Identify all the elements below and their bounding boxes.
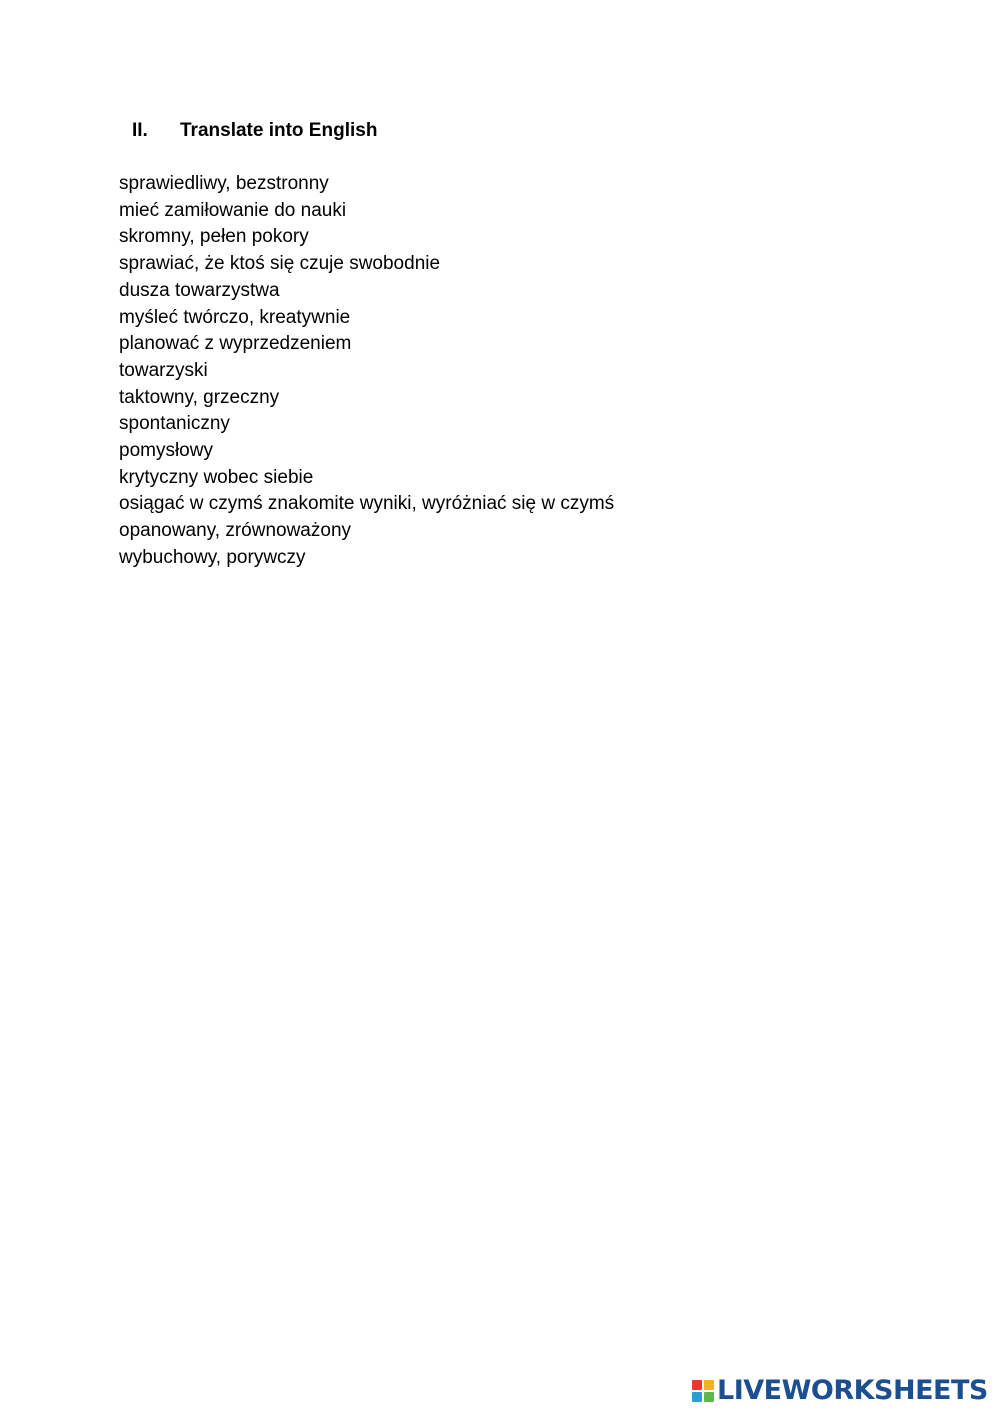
word-item: myśleć twórczo, kreatywnie <box>119 306 351 328</box>
word-list <box>119 171 614 572</box>
word-item: pomysłowy <box>119 440 213 462</box>
word-item: sprawiedliwy, bezstronny <box>119 173 329 194</box>
word-item: opanowany, zrównoważony <box>119 520 352 542</box>
word-item: planować z wyprzedzeniem <box>119 333 352 355</box>
section-number: II. <box>132 120 148 141</box>
logo-text: LIVEWORKSHEETS <box>717 1375 988 1406</box>
logo-mark-icon <box>692 1380 714 1402</box>
section-title: Translate into English <box>180 120 378 141</box>
logo-square <box>704 1380 714 1390</box>
word-item: skromny, pełen pokory <box>119 226 309 248</box>
logo-square <box>692 1392 702 1402</box>
word-item: spontaniczny <box>119 413 230 435</box>
word-item: osiągać w czymś znakomite wyniki, wyróżniać się w czymś <box>119 493 615 515</box>
word-item: towarzyski <box>119 359 208 381</box>
word-item: krytyczny wobec siebie <box>119 466 314 488</box>
word-item: sprawiać, że ktoś się czuje swobodnie <box>119 253 441 275</box>
word-item: taktowny, grzeczny <box>119 386 280 408</box>
word-item: wybuchowy, porywczy <box>119 546 306 568</box>
section-heading <box>132 118 377 144</box>
word-item: dusza towarzystwa <box>119 279 280 301</box>
logo-square <box>692 1380 702 1390</box>
logo-square <box>704 1392 714 1402</box>
word-item: mieć zamiłowanie do nauki <box>119 199 347 221</box>
liveworksheets-logo <box>692 1374 988 1408</box>
